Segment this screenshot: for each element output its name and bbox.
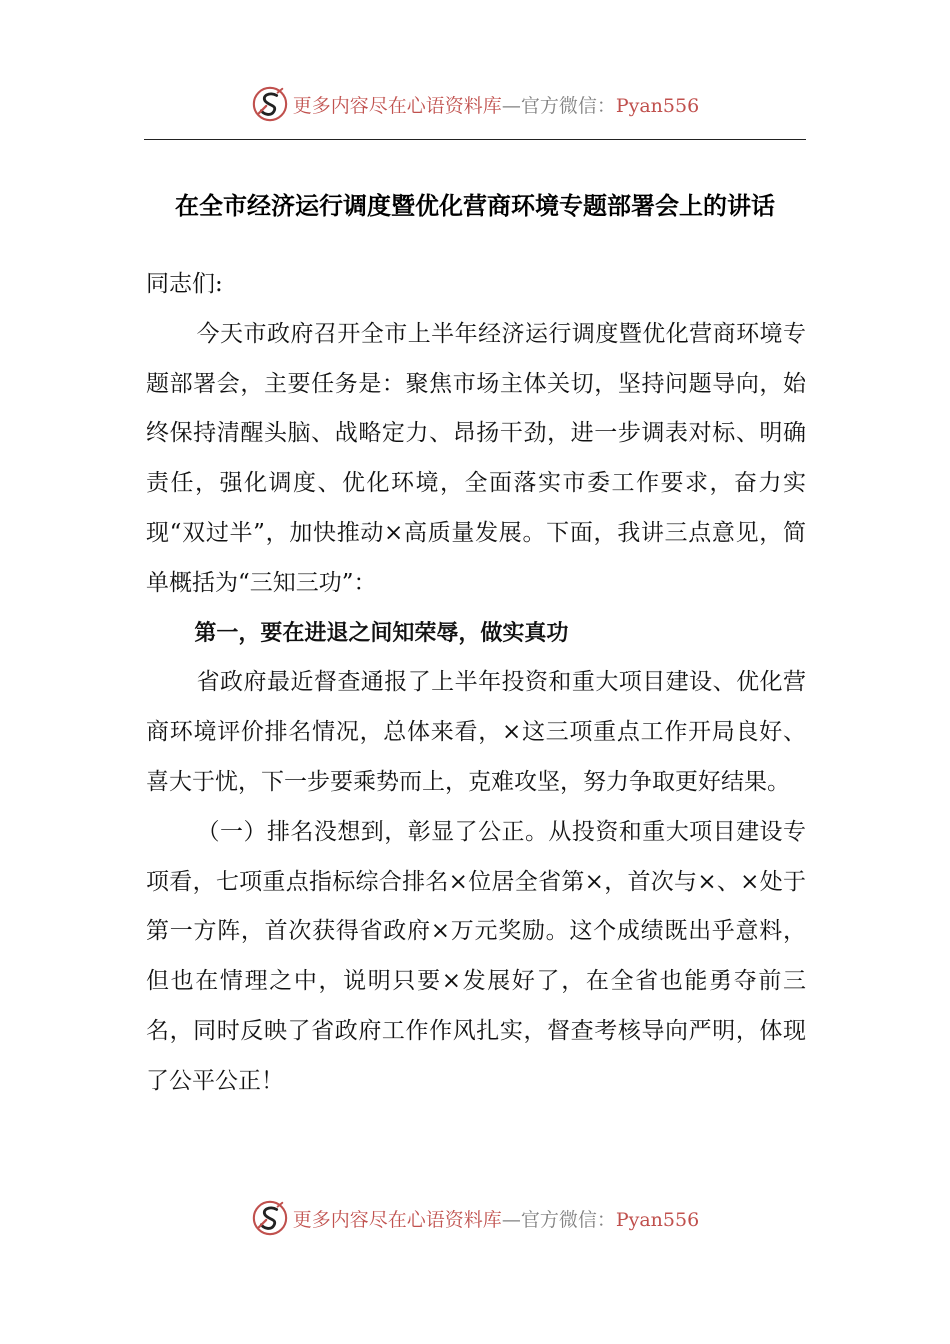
banner-main-text: 更多内容尽在心语资料库	[292, 94, 502, 117]
footer-banner	[0, 1196, 950, 1240]
document-body	[146, 260, 806, 1107]
banner-text	[293, 91, 699, 118]
banner-separator: —	[501, 94, 521, 117]
header-divider	[144, 139, 806, 140]
banner-main-text: 更多内容尽在心语资料库	[292, 1208, 502, 1231]
paragraph-intro: 今天市政府召开全市上半年经济运行调度暨优化营商环境专题部署会，主要任务是：聚焦市场主体关切，坚持问题导向，始终保持清醒头脑、战略定力、昂扬干劲，进一步调表对标、明确责任，强化调度、优化环境，全面落实市委工作要求，奋力实现“双过半”，加快推动×高质量发展。下面，我讲三点意见，简单概括为“三知三功”：	[146, 320, 806, 596]
banner-wechat-id: Pyan556	[615, 94, 700, 117]
banner-text	[293, 1205, 699, 1232]
banner-separator: —	[501, 1208, 521, 1231]
paragraph-section1-1: 省政府最近督查通报了上半年投资和重大项目建设、优化营商环境评价排名情况，总体来看，×这三项重点工作开局良好、喜大于忧，下一步要乘势而上，克难攻坚，努力争取更好结果。	[146, 669, 806, 795]
stylized-s-logo-icon	[251, 85, 289, 123]
salutation: 同志们:	[146, 271, 223, 297]
header-banner	[0, 82, 950, 126]
banner-official-label: 官方微信：	[520, 1208, 616, 1231]
paragraph-section1-2: （一）排名没想到，彰显了公正。从投资和重大项目建设专项看，七项重点指标综合排名×位居全省第×，首次与×、×处于第一方阵，首次获得省政府×万元奖励。这个成绩既出乎意料，但也在情理之中，说明只要×发展好了，在全省也能勇夺前三名，同时反映了省政府工作作风扎实，督查考核导向严明，体现了公平公正！	[146, 818, 806, 1094]
document-title: 在全市经济运行调度暨优化营商环境专题部署会上的讲话	[175, 192, 775, 220]
stylized-s-logo-icon	[251, 1199, 289, 1237]
section-heading-1: 第一，要在进退之间知荣辱，做实真功	[194, 620, 569, 646]
banner-wechat-id: Pyan556	[615, 1208, 700, 1231]
banner-official-label: 官方微信：	[520, 94, 616, 117]
